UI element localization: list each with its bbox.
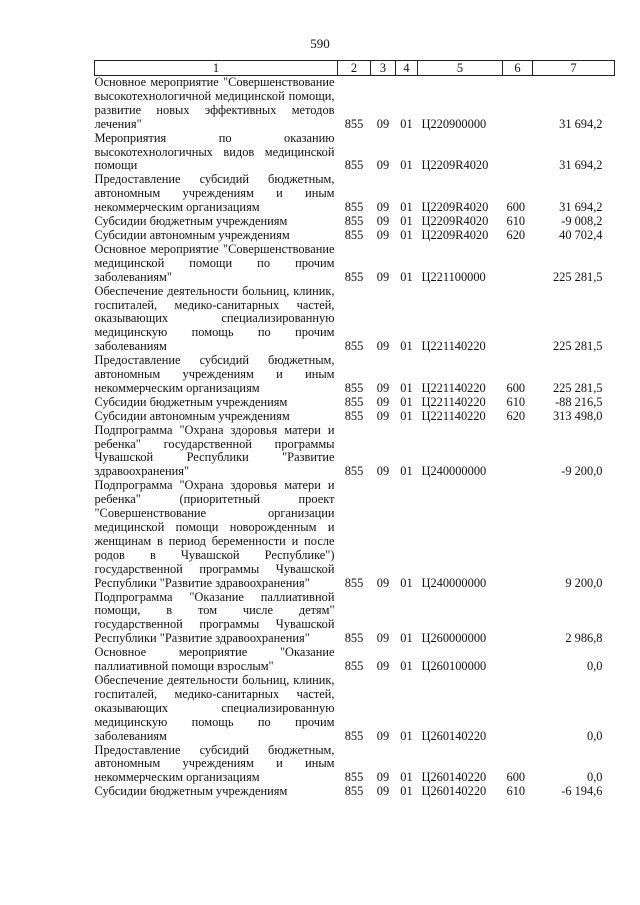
cell-csr: Ц260100000 bbox=[421, 659, 487, 674]
cell-name: Основное мероприятие "Оказание паллиативной помощи взрослым" bbox=[94, 645, 335, 674]
cell-csr: Ц221140220 bbox=[421, 394, 486, 409]
cell-rz: 09 bbox=[376, 116, 390, 131]
cell-pr: 01 bbox=[400, 394, 413, 409]
cell-sum: 2 986,8 bbox=[565, 631, 603, 646]
cell-pr: 01 bbox=[400, 227, 413, 242]
cell-sum: -9 200,0 bbox=[561, 464, 603, 479]
cell-pr: 01 bbox=[400, 408, 413, 423]
table-row bbox=[95, 785, 615, 799]
cell-name: Основное мероприятие "Совершенствование медицинской помощи по прочим заболеваниям" bbox=[94, 241, 335, 284]
cell-vr: 600 bbox=[506, 770, 526, 785]
cell-sum: 31 694,2 bbox=[559, 116, 603, 131]
cell-rz: 09 bbox=[376, 659, 390, 674]
table-row bbox=[95, 591, 615, 647]
table-row bbox=[95, 424, 615, 480]
cell-rz: 09 bbox=[376, 464, 390, 479]
cell-rz: 09 bbox=[376, 227, 390, 242]
cell-vr bbox=[503, 646, 533, 674]
cell-vr bbox=[503, 76, 533, 132]
cell-sum: 31 694,2 bbox=[559, 158, 603, 173]
cell-sum: 40 702,4 bbox=[559, 227, 603, 242]
cell-vr bbox=[503, 674, 533, 744]
table-row bbox=[95, 744, 615, 786]
cell-csr: Ц221140220 bbox=[421, 339, 486, 354]
cell-pr: 01 bbox=[400, 575, 413, 590]
cell-rz: 09 bbox=[376, 408, 390, 423]
header-col-sum: 7 bbox=[533, 61, 615, 76]
cell-vr: 620 bbox=[506, 408, 526, 423]
cell-gr: 855 bbox=[344, 380, 364, 395]
cell-name: Предоставление субсидий бюджетным, автономным учреждениям и иным некоммерческим организациям bbox=[94, 742, 335, 785]
cell-gr: 855 bbox=[344, 158, 364, 173]
cell-rz: 09 bbox=[376, 784, 390, 799]
cell-sum: 225 281,5 bbox=[552, 339, 603, 354]
table-row bbox=[95, 215, 615, 229]
cell-sum: 225 281,5 bbox=[552, 380, 603, 395]
cell-csr: Ц220900000 bbox=[421, 116, 487, 131]
cell-name: Субсидии автономным учреждениям bbox=[94, 408, 290, 423]
cell-name: Обеспечение деятельности больниц, клиник, госпиталей, медико-санитарных частей, оказывающих специализированную медицинскую помощь по прочим заболеваниям bbox=[94, 672, 335, 743]
cell-name: Подпрограмма "Охрана здоровья матери и ребенка" государственной программы Чувашской Республики "Развитие здравоохранения" bbox=[94, 422, 335, 479]
cell-vr bbox=[503, 243, 533, 285]
table-row bbox=[95, 132, 615, 174]
cell-pr: 01 bbox=[400, 631, 413, 646]
cell-sum: 9 200,0 bbox=[565, 575, 603, 590]
table-row bbox=[95, 285, 615, 355]
cell-pr: 01 bbox=[400, 116, 413, 131]
cell-gr: 855 bbox=[344, 116, 364, 131]
cell-sum: 0,0 bbox=[587, 770, 603, 785]
header-col-rz: 3 bbox=[371, 61, 396, 76]
cell-rz: 09 bbox=[376, 214, 390, 229]
cell-name: Мероприятия по оказанию высокотехнологичных видов медицинской помощи bbox=[94, 130, 335, 173]
cell-gr: 855 bbox=[344, 227, 364, 242]
cell-csr: Ц221140220 bbox=[421, 380, 486, 395]
cell-name: Обеспечение деятельности больниц, клиник, госпиталей, медико-санитарных частей, оказывающих специализированную медицинскую помощь по прочим заболеваниям bbox=[94, 283, 335, 354]
table-row bbox=[95, 354, 615, 396]
page-number: 590 bbox=[310, 36, 330, 51]
cell-sum: 225 281,5 bbox=[552, 269, 603, 284]
cell-vr: 620 bbox=[506, 227, 526, 242]
cell-gr: 855 bbox=[344, 575, 364, 590]
table-row bbox=[95, 76, 615, 132]
cell-name: Субсидии автономным учреждениям bbox=[94, 227, 290, 242]
cell-pr: 01 bbox=[400, 158, 413, 173]
cell-rz: 09 bbox=[376, 728, 390, 743]
cell-rz: 09 bbox=[376, 200, 390, 215]
cell-pr: 01 bbox=[400, 339, 413, 354]
cell-sum: -88 216,5 bbox=[555, 394, 603, 409]
cell-csr: Ц260140220 bbox=[421, 728, 487, 743]
table-row bbox=[95, 410, 615, 424]
cell-csr: Ц240000000 bbox=[421, 464, 487, 479]
cell-rz: 09 bbox=[376, 631, 390, 646]
cell-pr: 01 bbox=[400, 380, 413, 395]
cell-pr: 01 bbox=[400, 784, 413, 799]
cell-gr: 855 bbox=[344, 200, 364, 215]
cell-vr bbox=[503, 591, 533, 647]
table-row bbox=[95, 396, 615, 410]
cell-pr: 01 bbox=[400, 214, 413, 229]
cell-name: Предоставление субсидий бюджетным, автономным учреждениям и иным некоммерческим организациям bbox=[94, 353, 335, 395]
cell-gr: 855 bbox=[344, 339, 364, 354]
cell-vr bbox=[503, 479, 533, 590]
cell-name: Предоставление субсидий бюджетным, автономным учреждениям и иным некоммерческим организациям bbox=[94, 172, 335, 215]
header-col-name: 1 bbox=[95, 61, 338, 76]
cell-rz: 09 bbox=[376, 575, 390, 590]
cell-gr: 855 bbox=[344, 394, 364, 409]
table-body bbox=[95, 76, 615, 800]
cell-csr: Ц260140220 bbox=[421, 784, 487, 799]
cell-rz: 09 bbox=[376, 770, 390, 785]
cell-vr: 610 bbox=[506, 214, 526, 229]
budget-table bbox=[94, 60, 615, 799]
cell-name: Основное мероприятие "Совершенствование высокотехнологичной медицинской помощи, развитие новых эффективных методов лечения" bbox=[94, 75, 335, 131]
cell-csr: Ц2209R4020 bbox=[421, 200, 489, 215]
cell-pr: 01 bbox=[400, 728, 413, 743]
cell-vr: 610 bbox=[506, 394, 526, 409]
cell-csr: Ц260000000 bbox=[421, 631, 487, 646]
cell-gr: 855 bbox=[344, 728, 364, 743]
table-row bbox=[95, 173, 615, 215]
cell-rz: 09 bbox=[376, 269, 390, 284]
cell-vr bbox=[503, 424, 533, 480]
header-col-vr: 6 bbox=[503, 61, 533, 76]
cell-gr: 855 bbox=[344, 408, 364, 423]
table-row bbox=[95, 479, 615, 590]
cell-name: Подпрограмма "Оказание паллиативной помощи, в том числе детям" государственной программы Чувашской Республики "Развитие здравоохранения" bbox=[94, 589, 335, 646]
cell-name: Субсидии бюджетным учреждениям bbox=[94, 784, 288, 799]
cell-gr: 855 bbox=[344, 464, 364, 479]
cell-csr: Ц2209R4020 bbox=[421, 227, 489, 242]
cell-rz: 09 bbox=[376, 380, 390, 395]
header-row bbox=[95, 61, 615, 76]
cell-gr: 855 bbox=[344, 214, 364, 229]
cell-sum: -9 008,2 bbox=[561, 214, 603, 229]
cell-pr: 01 bbox=[400, 464, 413, 479]
table-row bbox=[95, 243, 615, 285]
cell-sum: 0,0 bbox=[587, 659, 603, 674]
cell-pr: 01 bbox=[400, 659, 413, 674]
header-col-gr: 2 bbox=[338, 61, 371, 76]
cell-name: Субсидии бюджетным учреждениям bbox=[94, 214, 288, 229]
cell-vr bbox=[503, 132, 533, 174]
cell-gr: 855 bbox=[344, 269, 364, 284]
table-row bbox=[95, 646, 615, 674]
cell-csr: Ц2209R4020 bbox=[421, 214, 489, 229]
cell-rz: 09 bbox=[376, 339, 390, 354]
table-row bbox=[95, 229, 615, 243]
cell-vr: 610 bbox=[506, 784, 526, 799]
cell-sum: 313 498,0 bbox=[552, 408, 603, 423]
table-row bbox=[95, 674, 615, 744]
cell-name: Подпрограмма "Охрана здоровья матери и ребенка" (приоритетный проект "Совершенствование организации медицинской помощи новорожденным и женщинам в период беременности и после родов в Чувашской Республике") государственной программы Чувашской Республики "Развитие здравоохранения" bbox=[94, 478, 335, 590]
cell-csr: Ц221100000 bbox=[421, 269, 486, 284]
table-header bbox=[95, 61, 615, 76]
cell-csr: Ц2209R4020 bbox=[421, 158, 489, 173]
cell-gr: 855 bbox=[344, 631, 364, 646]
cell-name: Субсидии бюджетным учреждениям bbox=[94, 394, 288, 409]
header-col-csr: 5 bbox=[418, 61, 503, 76]
cell-vr: 600 bbox=[506, 200, 526, 215]
cell-pr: 01 bbox=[400, 770, 413, 785]
cell-csr: Ц221140220 bbox=[421, 408, 486, 423]
cell-sum: 31 694,2 bbox=[559, 200, 603, 215]
cell-gr: 855 bbox=[344, 784, 364, 799]
cell-vr bbox=[503, 285, 533, 355]
cell-csr: Ц260140220 bbox=[421, 770, 487, 785]
cell-rz: 09 bbox=[376, 394, 390, 409]
cell-pr: 01 bbox=[400, 200, 413, 215]
header-col-pr: 4 bbox=[396, 61, 418, 76]
cell-gr: 855 bbox=[344, 659, 364, 674]
cell-gr: 855 bbox=[344, 770, 364, 785]
cell-rz: 09 bbox=[376, 158, 390, 173]
cell-pr: 01 bbox=[400, 269, 413, 284]
cell-csr: Ц240000000 bbox=[421, 575, 487, 590]
cell-sum: 0,0 bbox=[587, 728, 603, 743]
cell-vr: 600 bbox=[506, 380, 526, 395]
cell-sum: -6 194,6 bbox=[561, 784, 603, 799]
